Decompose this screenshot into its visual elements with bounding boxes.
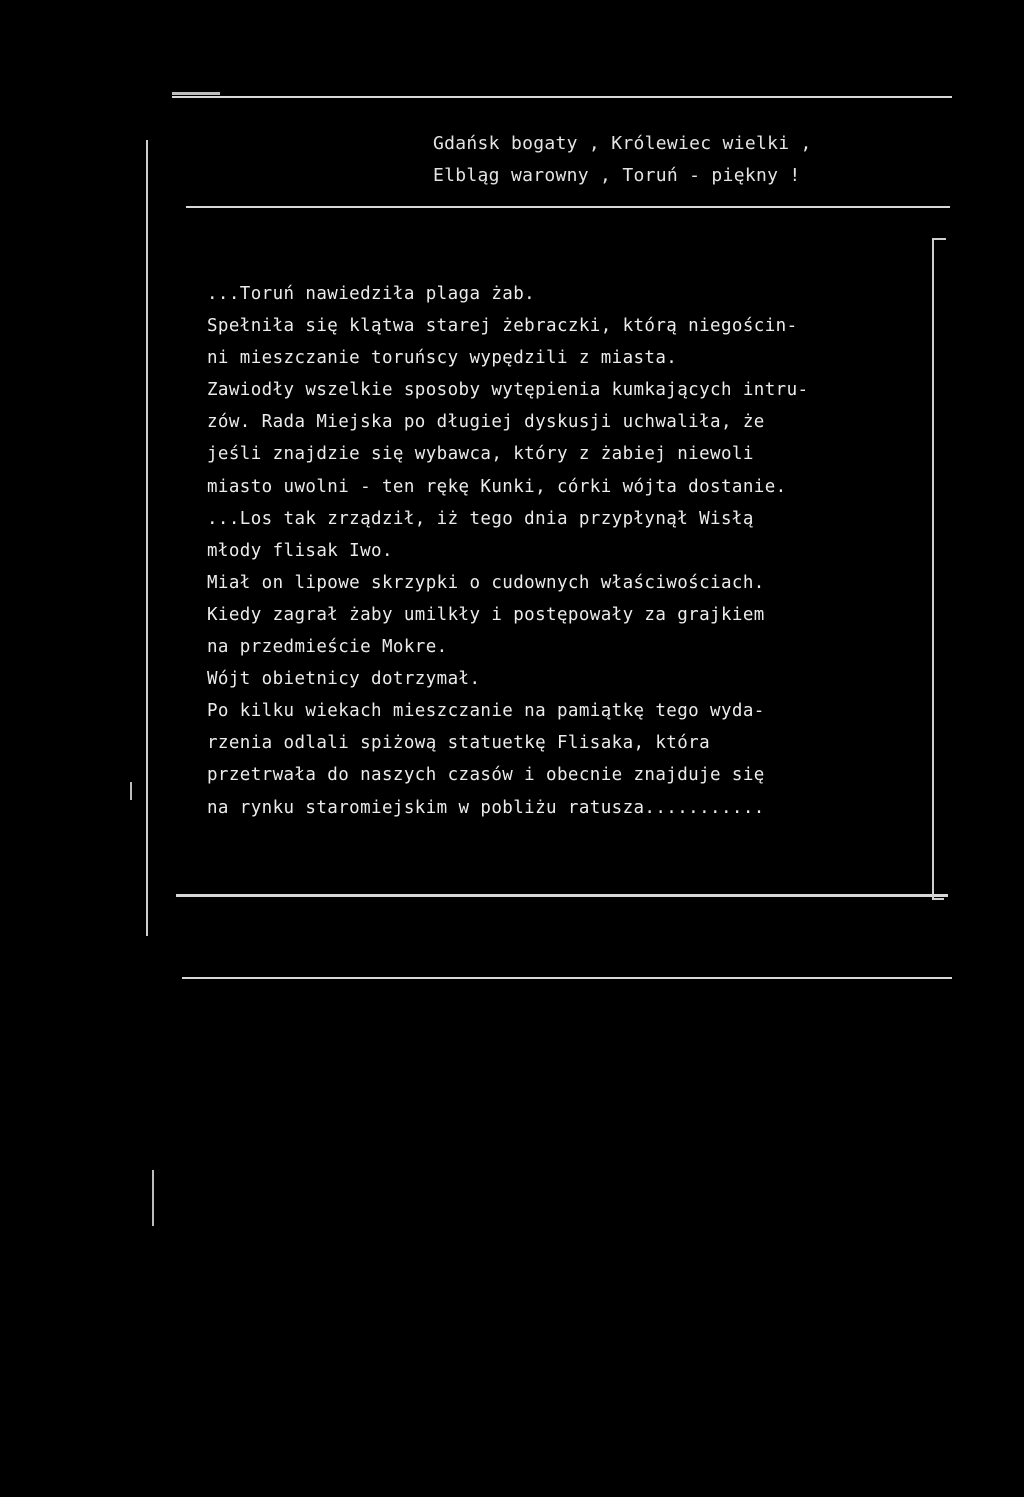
text-line: Spełniła się klątwa starej żebraczki, którą niegościn-	[207, 316, 798, 337]
text-line: na przedmieście Mokre.	[207, 637, 448, 658]
text-line: Zawiodły wszelkie sposoby wytępienia kumkających intru-	[207, 380, 809, 401]
right-border-bracket-top	[932, 238, 946, 240]
motto-heading	[433, 128, 893, 192]
left-border	[146, 140, 148, 936]
text-line: na rynku staromiejskim w pobliżu ratusza...........	[207, 797, 765, 818]
text-line: rzenia odlali spiżową statuetkę Flisaka, która	[207, 733, 711, 754]
text-line: ...Toruń nawiedziła plaga żab.	[207, 284, 536, 304]
legend-text	[207, 278, 907, 824]
footer-rule	[182, 977, 952, 979]
text-line: przetrwała do naszych czasów i obecnie znajduje się	[207, 765, 765, 786]
top-rule	[172, 96, 952, 98]
text-line: zów. Rada Miejska po długiej dyskusji uchwaliła, że	[207, 412, 765, 433]
text-line: Wójt obietnicy dotrzymał.	[207, 669, 481, 690]
text-line: młody flisak Iwo.	[207, 540, 393, 561]
bottom-rule	[176, 894, 948, 897]
text-line: Miał on lipowe skrzypki o cudownych właściwościach.	[207, 572, 765, 593]
scan-artifact-top-mark	[172, 92, 220, 95]
heading-divider	[186, 206, 950, 208]
motto-line-1: Gdańsk bogaty , Królewiec wielki ,	[433, 133, 812, 154]
text-line: Kiedy zagrał żaby umilkły i postępowały za grajkiem	[207, 604, 765, 625]
scan-artifact-bottom-mark	[152, 1170, 154, 1226]
text-line: jeśli znajdzie się wybawca, który z żabiej niewoli	[207, 444, 754, 465]
right-border-bracket-bottom	[932, 898, 944, 900]
motto-line-2: Elbląg warowny , Toruń - piękny !	[433, 165, 801, 186]
text-line: ...Los tak zrządził, iż tego dnia przypłynął Wisłą	[207, 508, 754, 529]
text-line: miasto uwolni - ten rękę Kunki, córki wójta dostanie.	[207, 476, 787, 497]
right-border	[932, 240, 934, 900]
text-line: ni mieszczanie toruńscy wypędzili z miasta.	[207, 348, 678, 369]
text-line: Po kilku wiekach mieszczanie na pamiątkę tego wyda-	[207, 701, 765, 722]
scan-artifact-left-mark	[130, 782, 132, 800]
